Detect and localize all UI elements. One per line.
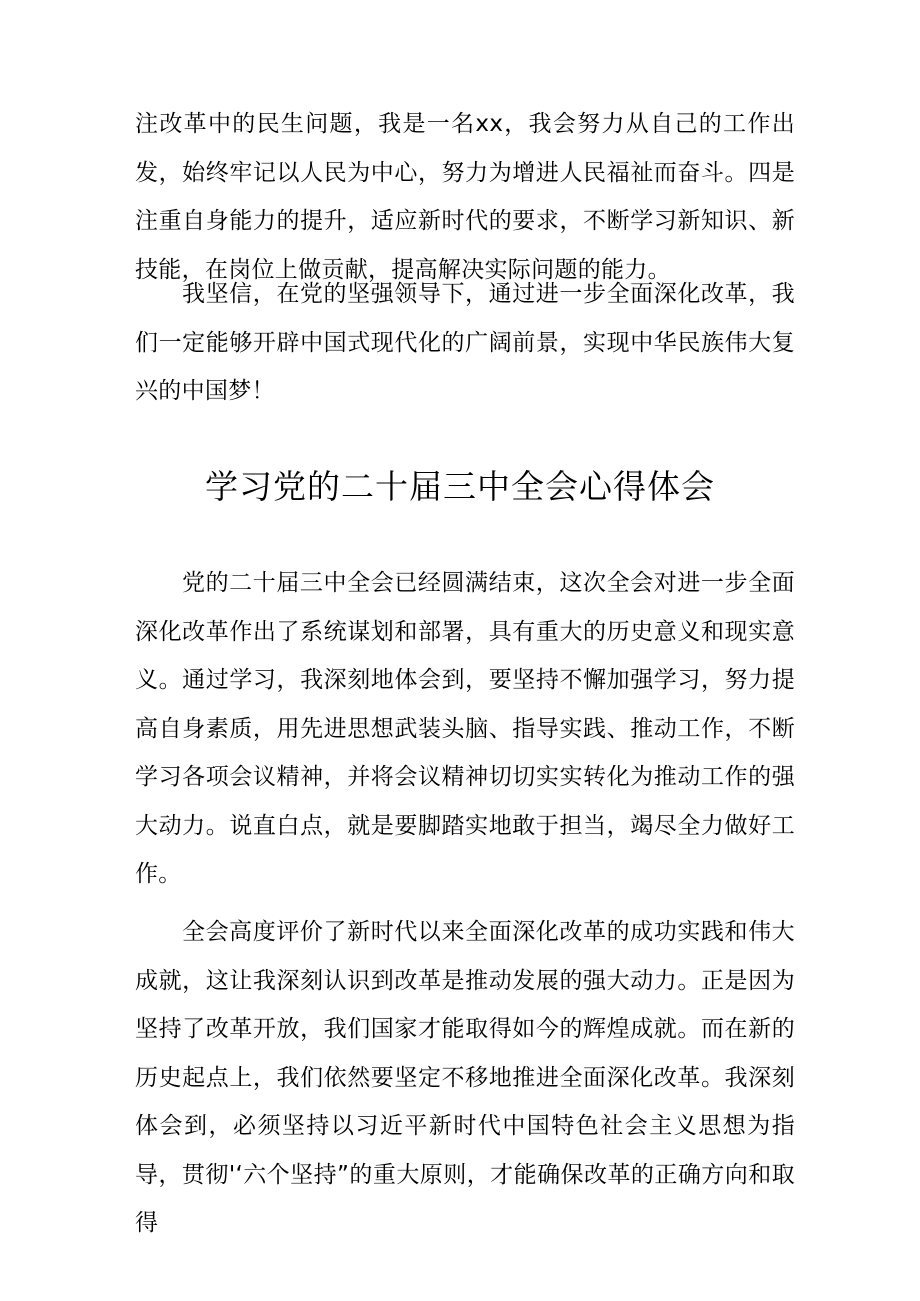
paragraph-intro: 党的二十届三中全会已经圆满结束，这次全会对进一步全面深化改革作出了系统谋划和部署，具有重大的历史意义和现实意义。通过学习，我深刻地体会到，要坚持不懈加强学习，努力提高自身素质，用先进思想武装头脑、指导实践、推动工作，不断学习各项会议精神，并将会议精神切切实实转化为推动工作的强大动力。说直白点，就是要脚踏实地敢于担当，竭尽全力做好工作。 <box>135 570 795 887</box>
paragraph-conclusion: 我坚信，在党的坚强领导下，通过进一步全面深化改革，我们一定能够开辟中国式现代化的广阔前景，实现中华民族伟大复兴的中国梦！ <box>135 281 795 404</box>
article-title: 学习党的二十届三中全会心得体会 <box>205 467 715 506</box>
paragraph-reform: 全会高度评价了新时代以来全面深化改革的成功实践和伟大成就，这让我深刻认识到改革是推动发展的强大动力。正是因为坚持了改革开放，我们国家才能取得如今的辉煌成就。而在新的历史起点上，我们依然要坚定不移地推进全面深化改革。我深刻体会到，必须坚持以习近平新时代中国特色社会主义思想为指导，贯彻'‘六个坚持”的重大原则，才能确保改革的正确方向和取得 <box>135 919 795 1236</box>
paragraph-continued: 注改革中的民生问题，我是一名xx，我会努力从自己的工作出发，始终牢记以人民为中心，努力为增进人民福祉而奋斗。四是注重自身能力的提升，适应新时代的要求，不断学习新知识、新技能，在岗位上做贡献，提高解决实际问题的能力。 <box>135 111 795 283</box>
